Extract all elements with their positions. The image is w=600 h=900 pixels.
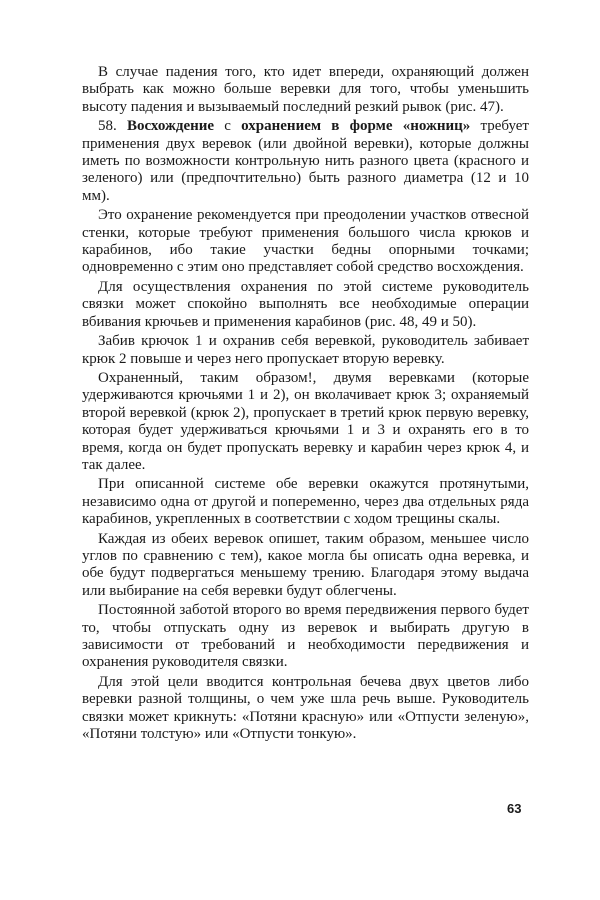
paragraph-piton-sequence: Охраненный, таким образом!, двумя веревками (которые удерживаются крючьями 1 и 2), он вколачивает крюк 3; охраняемый второй веревкой (крюк 2), пропускает в третий крюк первую веревку, которая будет удерживаться крючьями 1 и 3 и охранять его в то время, когда он будет пропускать веревку и карабин через крюк 4, и так далее. [82, 369, 529, 473]
paragraph-fall-belay: В случае падения того, кто идет впереди, охраняющий должен выбрать как можно больше веревки для того, чтобы уменьшить высоту падения и вызываемый последний резкий рывок (рис. 47). [82, 64, 529, 115]
paragraph-less-friction: Каждая из обеих веревок опишет, таким образом, меньшее число углов по сравнению с тем), какое могла бы описать одна веревка, и обе будут подвергаться меньшему трению. Благодаря этому выдача или выбирание на себя веревки будут облегчены. [82, 530, 529, 599]
paragraph-scissors-belay [82, 118, 529, 205]
paragraph-leader-operations: Для осуществления охранения по этой системе руководитель связки может спокойно выполнять все необходимые операции вбивания крючьев и применения карабинов (рис. 48, 49 и 50). [82, 278, 529, 330]
paragraph-second-duty: Постоянной заботой второго во время передвижения первого будет то, чтобы отпускать одну из веревок и выбирать другую в зависимости от требований и необходимости передвижения и охранения руководителя связки. [82, 602, 529, 671]
section-term-scissors: охранением в форме «ножниц» [241, 118, 471, 135]
paragraph-two-rows: При описанной системе обе веревки окажутся протянутыми, независимо одна от другой и попеременно, через два отдельных ряда карабинов, укрепленных в соответствии с ходом трещины скалы. [82, 476, 529, 528]
paragraph-recommendation: Это охранение рекомендуется при преодолении участков отвесной стенки, которые требуют применения большого числа крюков и карабинов, ибо такие участки бедны опорными точками; одновременно с этим оно представляет собой средство восхождения. [82, 207, 529, 276]
paragraph-piton-two: Забив крючок 1 и охранив себя веревкой, руководитель забивает крюк 2 повыше и через него пропускает вторую веревку. [82, 333, 529, 367]
section-number: 58. [98, 118, 117, 135]
page-number: 63 [507, 801, 522, 816]
section-connector: с [214, 118, 242, 135]
section-text: требует применения двух веревок (или двойной веревки), которые должны иметь по возможности контрольную нить разного цвета (красного и зеленого) или (предпочтительно) быть разного диаметра (12 и 10 мм). [82, 118, 529, 204]
page-body [82, 64, 529, 745]
section-term-ascent: Восхождение [126, 118, 215, 135]
paragraph-control-cord: Для этой цели вводится контрольная бечева двух цветов либо веревки разной толщины, о чем уже шла речь выше. Руководитель связки может крикнуть: «Потяни красную» или «Отпусти зеленую», «Потяни толстую» или «Отпусти тонкую». [82, 673, 529, 743]
